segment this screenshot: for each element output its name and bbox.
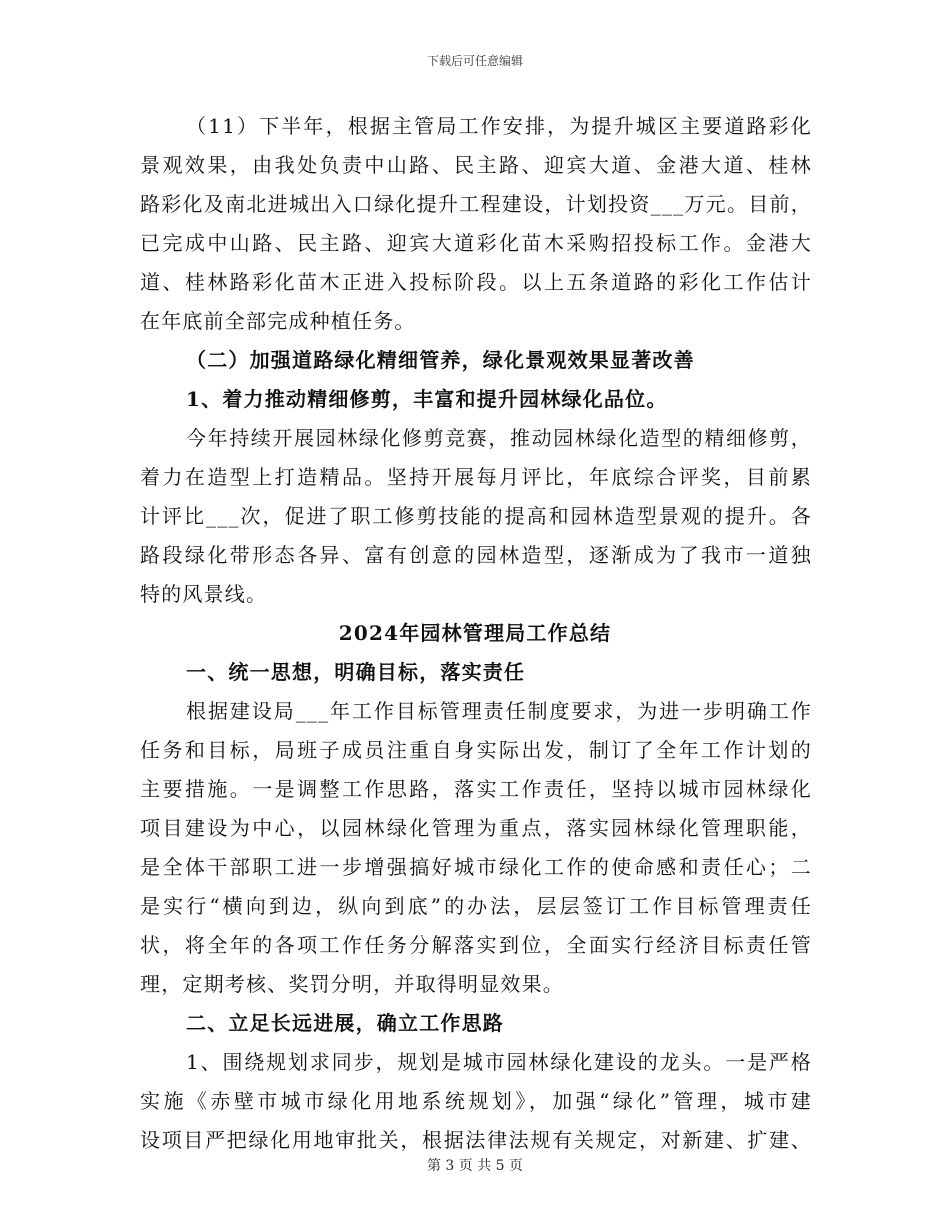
paragraph-line: 着力在造型上打造精品。坚持开展每月评比，年底综合评奖，目前累 xyxy=(140,465,812,489)
paragraph-line: 项目建设为中心，以园林绿化管理为重点，落实园林绿化管理职能， xyxy=(140,816,812,840)
paragraph-line: 路段绿化带形态各异、富有创意的园林造型，逐渐成为了我市一道独 xyxy=(140,543,812,567)
paragraph-line: 根据建设局___年工作目标管理责任制度要求，为进一步明确工作 xyxy=(186,699,812,723)
document-title: 2024年园林管理局工作总结 xyxy=(338,621,612,645)
paragraph-line: 是实行“横向到边，纵向到底”的办法，层层签订工作目标管理责任 xyxy=(140,894,812,918)
paragraph-line: 计评比___次，促进了职工修剪技能的提高和园林造型景观的提升。各 xyxy=(140,504,812,528)
paragraph-line: 任务和目标，局班子成员注重自身实际出发，制订了全年工作计划的 xyxy=(140,738,812,762)
paragraph-line: 已完成中山路、民主路、迎宾大道彩化苗木采购招投标工作。金港大 xyxy=(140,231,812,255)
paragraph-line: 1、围绕规划求同步，规划是城市园林绿化建设的龙头。一是严格 xyxy=(186,1050,812,1074)
paragraph-line: 设项目严把绿化用地审批关，根据法律法规有关规定，对新建、扩建、 xyxy=(140,1128,812,1152)
paragraph-line: 路彩化及南北进城出入口绿化提升工程建设，计划投资___万元。目前， xyxy=(140,192,812,216)
paragraph-line: 今年持续开展园林绿化修剪竞赛，推动园林绿化造型的精细修剪， xyxy=(186,426,812,450)
paragraph-line: 特的风景线。 xyxy=(140,582,268,606)
page-header: 下载后可任意编辑 xyxy=(426,54,523,68)
subsection-heading: 1、着力推动精细修剪，丰富和提升园林绿化品位。 xyxy=(186,387,668,411)
paragraph-line: 实施《赤壁市城市绿化用地系统规划》，加强“绿化”管理，城市建 xyxy=(140,1089,812,1113)
paragraph-line: 理，定期考核、奖罚分明，并取得明显效果。 xyxy=(140,972,564,996)
section-heading: 一、统一思想，明确目标，落实责任 xyxy=(186,660,526,684)
paragraph-line: 状，将全年的各项工作任务分解落实到位，全面实行经济目标责任管 xyxy=(140,933,812,957)
paragraph-line: 景观效果，由我处负责中山路、民主路、迎宾大道、金港大道、桂林 xyxy=(140,153,812,177)
paragraph-line: 在年底前全部完成种植任务。 xyxy=(140,309,416,333)
page-footer: 第 3 页 共 5 页 xyxy=(426,1158,524,1174)
paragraph-line: 是全体干部职工进一步增强搞好城市绿化工作的使命感和责任心；二 xyxy=(140,855,812,879)
section-heading: （二）加强道路绿化精细管养，绿化景观效果显著改善 xyxy=(186,348,695,372)
paragraph-line: （11）下半年，根据主管局工作安排，为提升城区主要道路彩化 xyxy=(186,114,812,138)
paragraph-line: 主要措施。一是调整工作思路，落实工作责任，坚持以城市园林绿化 xyxy=(140,777,812,801)
section-heading: 二、立足长远进展，确立工作思路 xyxy=(186,1011,504,1035)
paragraph-line: 道、桂林路彩化苗木正进入投标阶段。以上五条道路的彩化工作估计 xyxy=(140,270,812,294)
